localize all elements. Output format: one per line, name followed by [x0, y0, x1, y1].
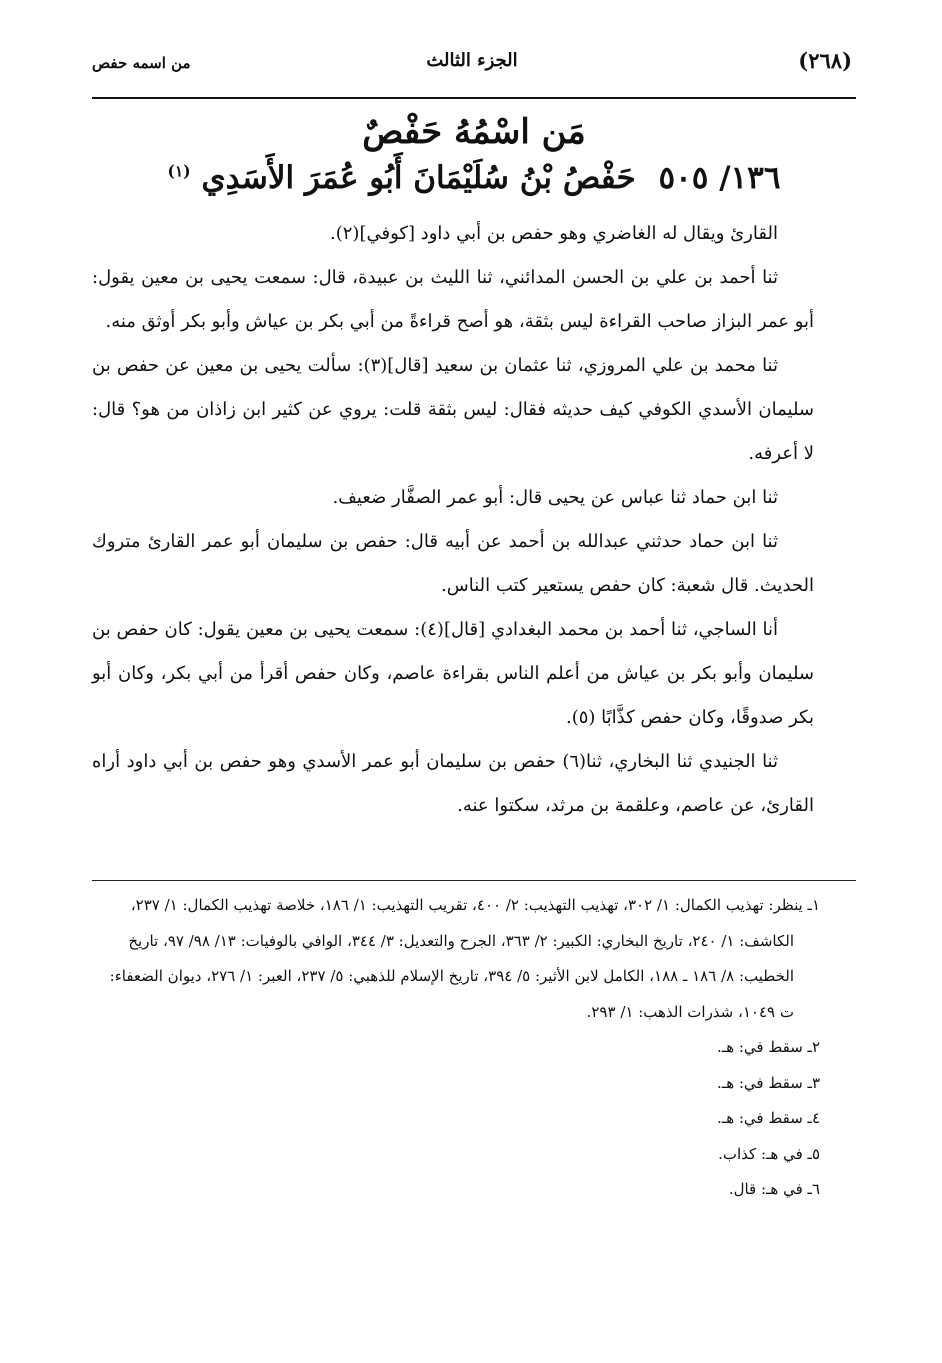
running-section-title: من اسمه حفص [92, 54, 191, 72]
section-title: مَن اسْمُهُ حَفْصٌ [362, 112, 586, 152]
paragraph: ثنا ابن حماد ثنا عباس عن يحيى قال: أبو عمر الصفَّار ضعيف. [332, 487, 778, 508]
footnote-rule [92, 880, 856, 881]
paragraph: ثنا ابن حماد حدثني عبدالله بن أحمد عن أبيه قال: حفص بن سليمان أبو عمر القارئ متروك الحديث. قال شعبة: كان حفص يستعير كتب الناس. [92, 531, 814, 596]
paragraph: أنا الساجي، ثنا أحمد بن محمد البغدادي [قال](٤): سمعت يحيى بن معين يقول: كان حفص بن سليمان وأبو بكر بن عياش من أعلم الناس بقراءة عاصم، وكان حفص أقرأ من أبي بكر، وكان أبو بكر صدوقًا، وكان حفص كذَّابًا (٥). [92, 619, 814, 728]
footnote: ٥ـ في هـ: كذاب. [718, 1144, 820, 1163]
footnote: ١ـ ينظر: تهذيب الكمال: ١/ ٣٠٢، تهذيب التهذيب: ٢/ ٤٠٠، تقريب التهذيب: ١/ ١٨٦، خلاصة تهذيب الكمال: ١/ ٢٣٧، الكاشف: ١/ ٢٤٠، تاريخ البخاري: الكبير: ٢/ ٣٦٣، الجرح والتعديل: ٣/ ٣٤٤، الوافي بالوفيات: ١٣/ ٩٨/ ٩٧، تاريخ الخطيب: ٨/ ١٨٦ ـ ١٨٨، الكامل لابن الأثير: ٥/ ٣٩٤، تاريخ الإسلام للذهبي: ٥/ ٢٣٧، العبر: ١/ ٢٧٦، ديوان الضعفاء: ت ١٠٤٩، شذرات الذهب: ١/ ٢٩٣. [109, 896, 820, 1021]
footnote: ٤ـ سقط في: هـ. [717, 1109, 820, 1127]
footnotes [92, 888, 820, 1208]
footnote: ٦ـ في هـ: قال. [728, 1180, 820, 1198]
header-rule [92, 97, 856, 99]
paragraph: ثنا أحمد بن علي بن الحسن المدائني، ثنا الليث بن عبيدة، قال: سمعت يحيى بن معين يقول: أبو عمر البزاز صاحب القراءة ليس بثقة، هو أصح قراءةً من أبي بكر بن عياش وأبو بكر أوثق منه. [92, 267, 814, 332]
paragraph: ثنا محمد بن علي المروزي، ثنا عثمان بن سعيد [قال](٣): سألت يحيى بن معين عن حفص بن سليمان الأسدي الكوفي كيف حديثه فقال: ليس بثقة قلت: يروي عن كثير ابن زاذان من هو؟ قال: لا أعرفه. [92, 355, 814, 464]
footnote: ٣ـ سقط في: هـ. [717, 1073, 820, 1092]
entry-number: ١٣٦/ ٥٠٥ [658, 160, 781, 196]
paragraph: القارئ ويقال له الغاضري وهو حفص بن أبي داود [كوفي](٢). [330, 223, 778, 244]
part-label: الجزء الثالث [426, 50, 518, 71]
footnote-reference: (١) [167, 161, 191, 181]
entry-heading [92, 160, 856, 196]
running-header [92, 48, 852, 78]
body-text [92, 212, 814, 828]
entry-name: حَفْصُ بْنُ سُلَيْمَانَ أَبُو عُمَرَ الأَسَدِي [201, 160, 636, 196]
paragraph: ثنا الجنيدي ثنا البخاري، ثنا(٦) حفص بن سليمان أبو عمر الأسدي وهو حفص بن أبي داود أراه القارئ، عن عاصم، وعلقمة بن مرثد، سكتوا عنه. [92, 751, 814, 816]
footnote: ٢ـ سقط في: هـ. [717, 1038, 820, 1056]
page-number: (٢٦٨) [798, 48, 852, 73]
